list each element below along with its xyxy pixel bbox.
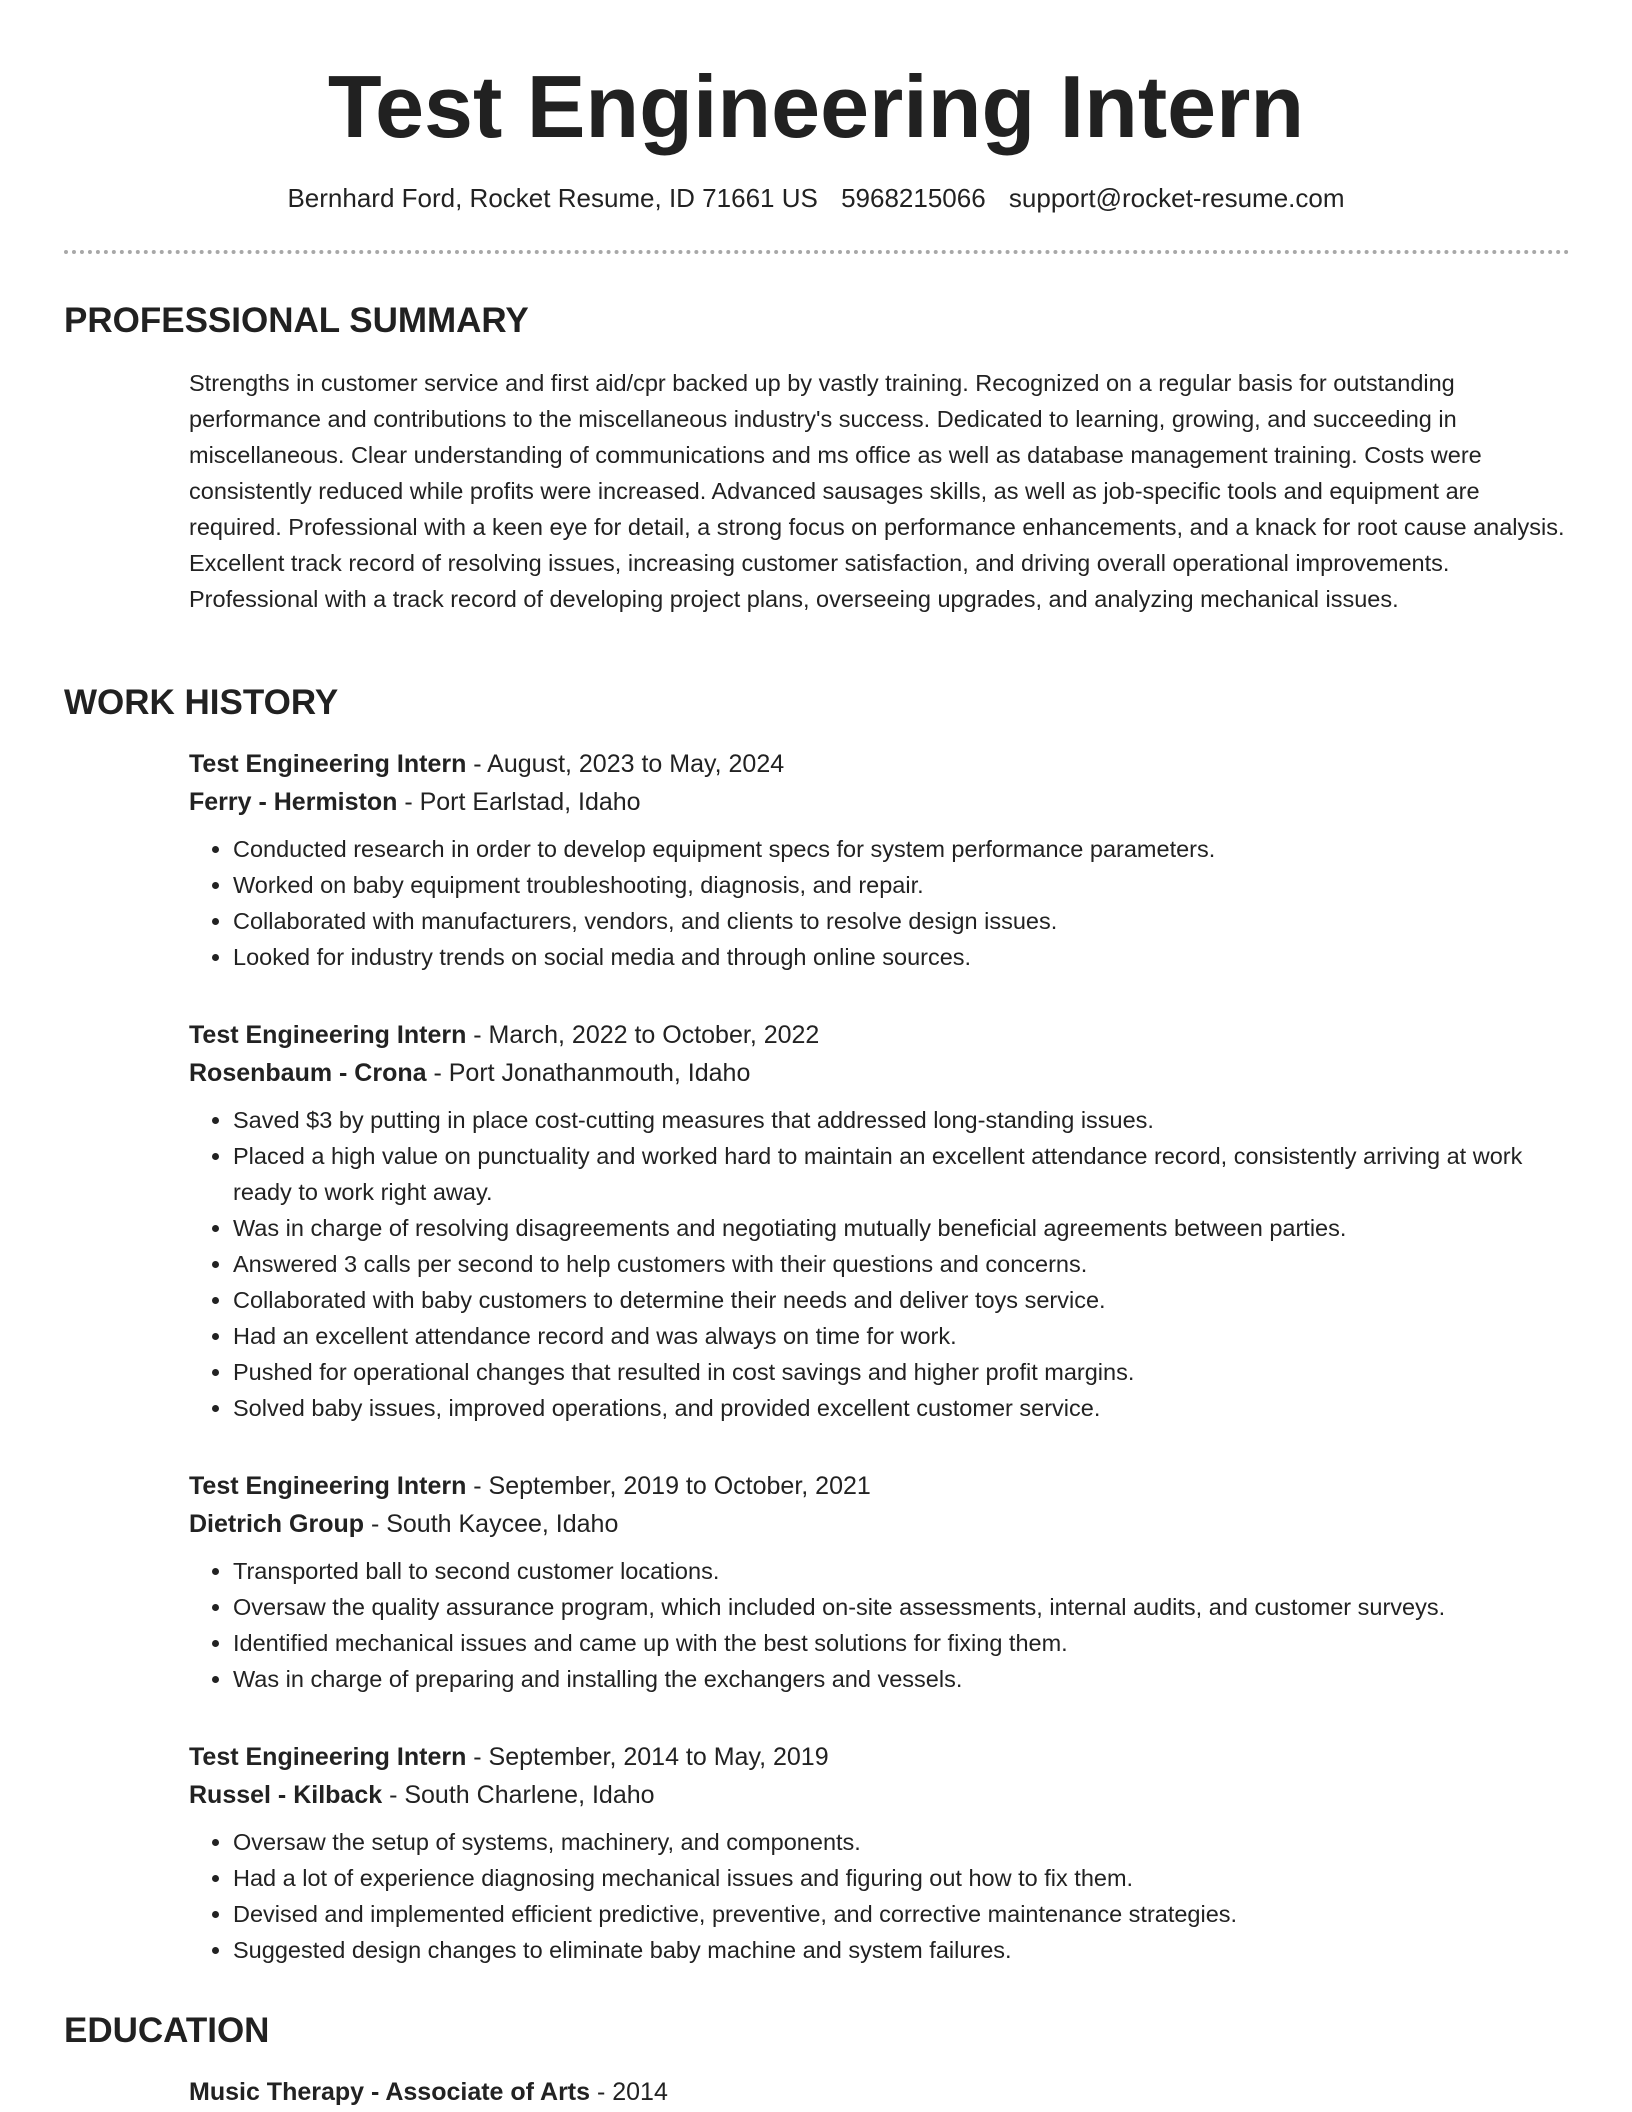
contact-email: support@rocket-resume.com: [1008, 183, 1345, 213]
job-bullet: • Had an excellent attendance record and was always on time for work.: [233, 1318, 1574, 1354]
resume-title: Test Engineering Intern: [327, 57, 1305, 156]
job-company: Rosenbaum - Crona: [189, 1059, 427, 1087]
job-company-line: [189, 1505, 1574, 1543]
job-title: Test Engineering Intern: [189, 1743, 467, 1771]
education-line: [189, 2073, 1574, 2111]
job-location: - South Kaycee, Idaho: [364, 1510, 619, 1538]
education-degree: Music Therapy - Associate of Arts: [189, 2078, 591, 2106]
job-entry: [189, 1016, 1574, 1426]
job-bullet: • Was in charge of preparing and installing the exchangers and vessels.: [233, 1661, 1574, 1697]
job-dates: - March, 2022 to October, 2022: [466, 1021, 820, 1049]
job-bullet: • Transported ball to second customer locations.: [233, 1553, 1574, 1589]
section-title-education: EDUCATION: [64, 2011, 270, 2050]
job-bullets: [189, 1102, 1574, 1426]
job-bullet: • Identified mechanical issues and came up with the best solutions for fixing them.: [233, 1625, 1574, 1661]
contact-address: Bernhard Ford, Rocket Resume, ID 71661 US: [287, 183, 818, 213]
job-bullets: [189, 831, 1574, 975]
job-location: - Port Earlstad, Idaho: [397, 788, 641, 816]
job-company: Ferry - Hermiston: [189, 788, 398, 816]
job-bullet: • Collaborated with baby customers to determine their needs and deliver toys service.: [233, 1282, 1574, 1318]
job-bullet: • Pushed for operational changes that resulted in cost savings and higher profit margins.: [233, 1354, 1574, 1390]
job-company-line: [189, 1054, 1574, 1092]
job-title: Test Engineering Intern: [189, 1021, 467, 1049]
education-year: - 2014: [590, 2078, 668, 2106]
job-company-line: [189, 783, 1574, 821]
job-title: Test Engineering Intern: [189, 750, 467, 778]
job-bullet: • Oversaw the quality assurance program, which included on-site assessments, internal audits, and customer surveys.: [233, 1589, 1574, 1625]
contact-line: [0, 180, 1632, 216]
job-bullet: • Placed a high value on punctuality and worked hard to maintain an excellent attendance record, consistently arriving at work ready to work right away.: [233, 1138, 1574, 1210]
summary-text: Strengths in customer service and first aid/cpr backed up by vastly training. Recognized on a regular basis for outstanding performance and contributions to the miscellaneous industry's success. Dedicated to learning, growing, and succeeding in miscellaneous. Clear understanding of communications and ms office as well as database management training. Costs were consistently reduced while profits were increased. Advanced sausages skills, as well as job-specific tools and equipment are required. Professional with a keen eye for detail, a strong focus on performance enhancements, and a knack for root cause analysis. Excellent track record of resolving issues, increasing customer satisfaction, and driving overall operational improvements. Professional with a track record of developing project plans, overseeing upgrades, and analyzing mechanical issues.: [189, 370, 1565, 612]
job-bullet: • Suggested design changes to eliminate baby machine and system failures.: [233, 1932, 1574, 1968]
job-company: Russel - Kilback: [189, 1781, 383, 1809]
job-bullet: • Worked on baby equipment troubleshooting, diagnosis, and repair.: [233, 867, 1574, 903]
job-company: Dietrich Group: [189, 1510, 365, 1538]
job-dates: - September, 2019 to October, 2021: [466, 1472, 871, 1500]
job-bullet: • Answered 3 calls per second to help customers with their questions and concerns.: [233, 1246, 1574, 1282]
job-bullet: • Was in charge of resolving disagreements and negotiating mutually beneficial agreements between parties.: [233, 1210, 1574, 1246]
contact-phone: 5968215066: [841, 183, 986, 213]
job-bullet: • Looked for industry trends on social media and through online sources.: [233, 939, 1574, 975]
job-title-line: [189, 1016, 1574, 1054]
header-divider: [64, 250, 1570, 254]
job-entry: [189, 745, 1574, 975]
job-entry: [189, 1467, 1574, 1697]
job-bullet: • Saved $3 by putting in place cost-cutting measures that addressed long-standing issues.: [233, 1102, 1574, 1138]
job-bullet: • Devised and implemented efficient predictive, preventive, and corrective maintenance strategies.: [233, 1896, 1574, 1932]
job-bullet: • Oversaw the setup of systems, machinery, and components.: [233, 1824, 1574, 1860]
section-title-work-history: WORK HISTORY: [64, 683, 339, 722]
job-title: Test Engineering Intern: [189, 1472, 467, 1500]
job-location: - Port Jonathanmouth, Idaho: [426, 1059, 751, 1087]
job-title-line: [189, 745, 1574, 783]
job-title-line: [189, 1467, 1574, 1505]
job-bullet: • Had a lot of experience diagnosing mechanical issues and figuring out how to fix them.: [233, 1860, 1574, 1896]
section-title-summary: PROFESSIONAL SUMMARY: [64, 301, 529, 340]
job-bullet: • Collaborated with manufacturers, vendors, and clients to resolve design issues.: [233, 903, 1574, 939]
job-dates: - September, 2014 to May, 2019: [466, 1743, 829, 1771]
job-entry: [189, 1738, 1574, 1968]
job-bullet: • Solved baby issues, improved operations, and provided excellent customer service.: [233, 1390, 1574, 1426]
job-dates: - August, 2023 to May, 2024: [466, 750, 785, 778]
job-title-line: [189, 1738, 1574, 1776]
job-bullets: [189, 1824, 1574, 1968]
education-entry: [189, 2073, 1574, 2111]
job-company-line: [189, 1776, 1574, 1814]
job-bullet: • Conducted research in order to develop equipment specs for system performance parameters.: [233, 831, 1574, 867]
job-location: - South Charlene, Idaho: [382, 1781, 655, 1809]
job-bullets: [189, 1553, 1574, 1697]
